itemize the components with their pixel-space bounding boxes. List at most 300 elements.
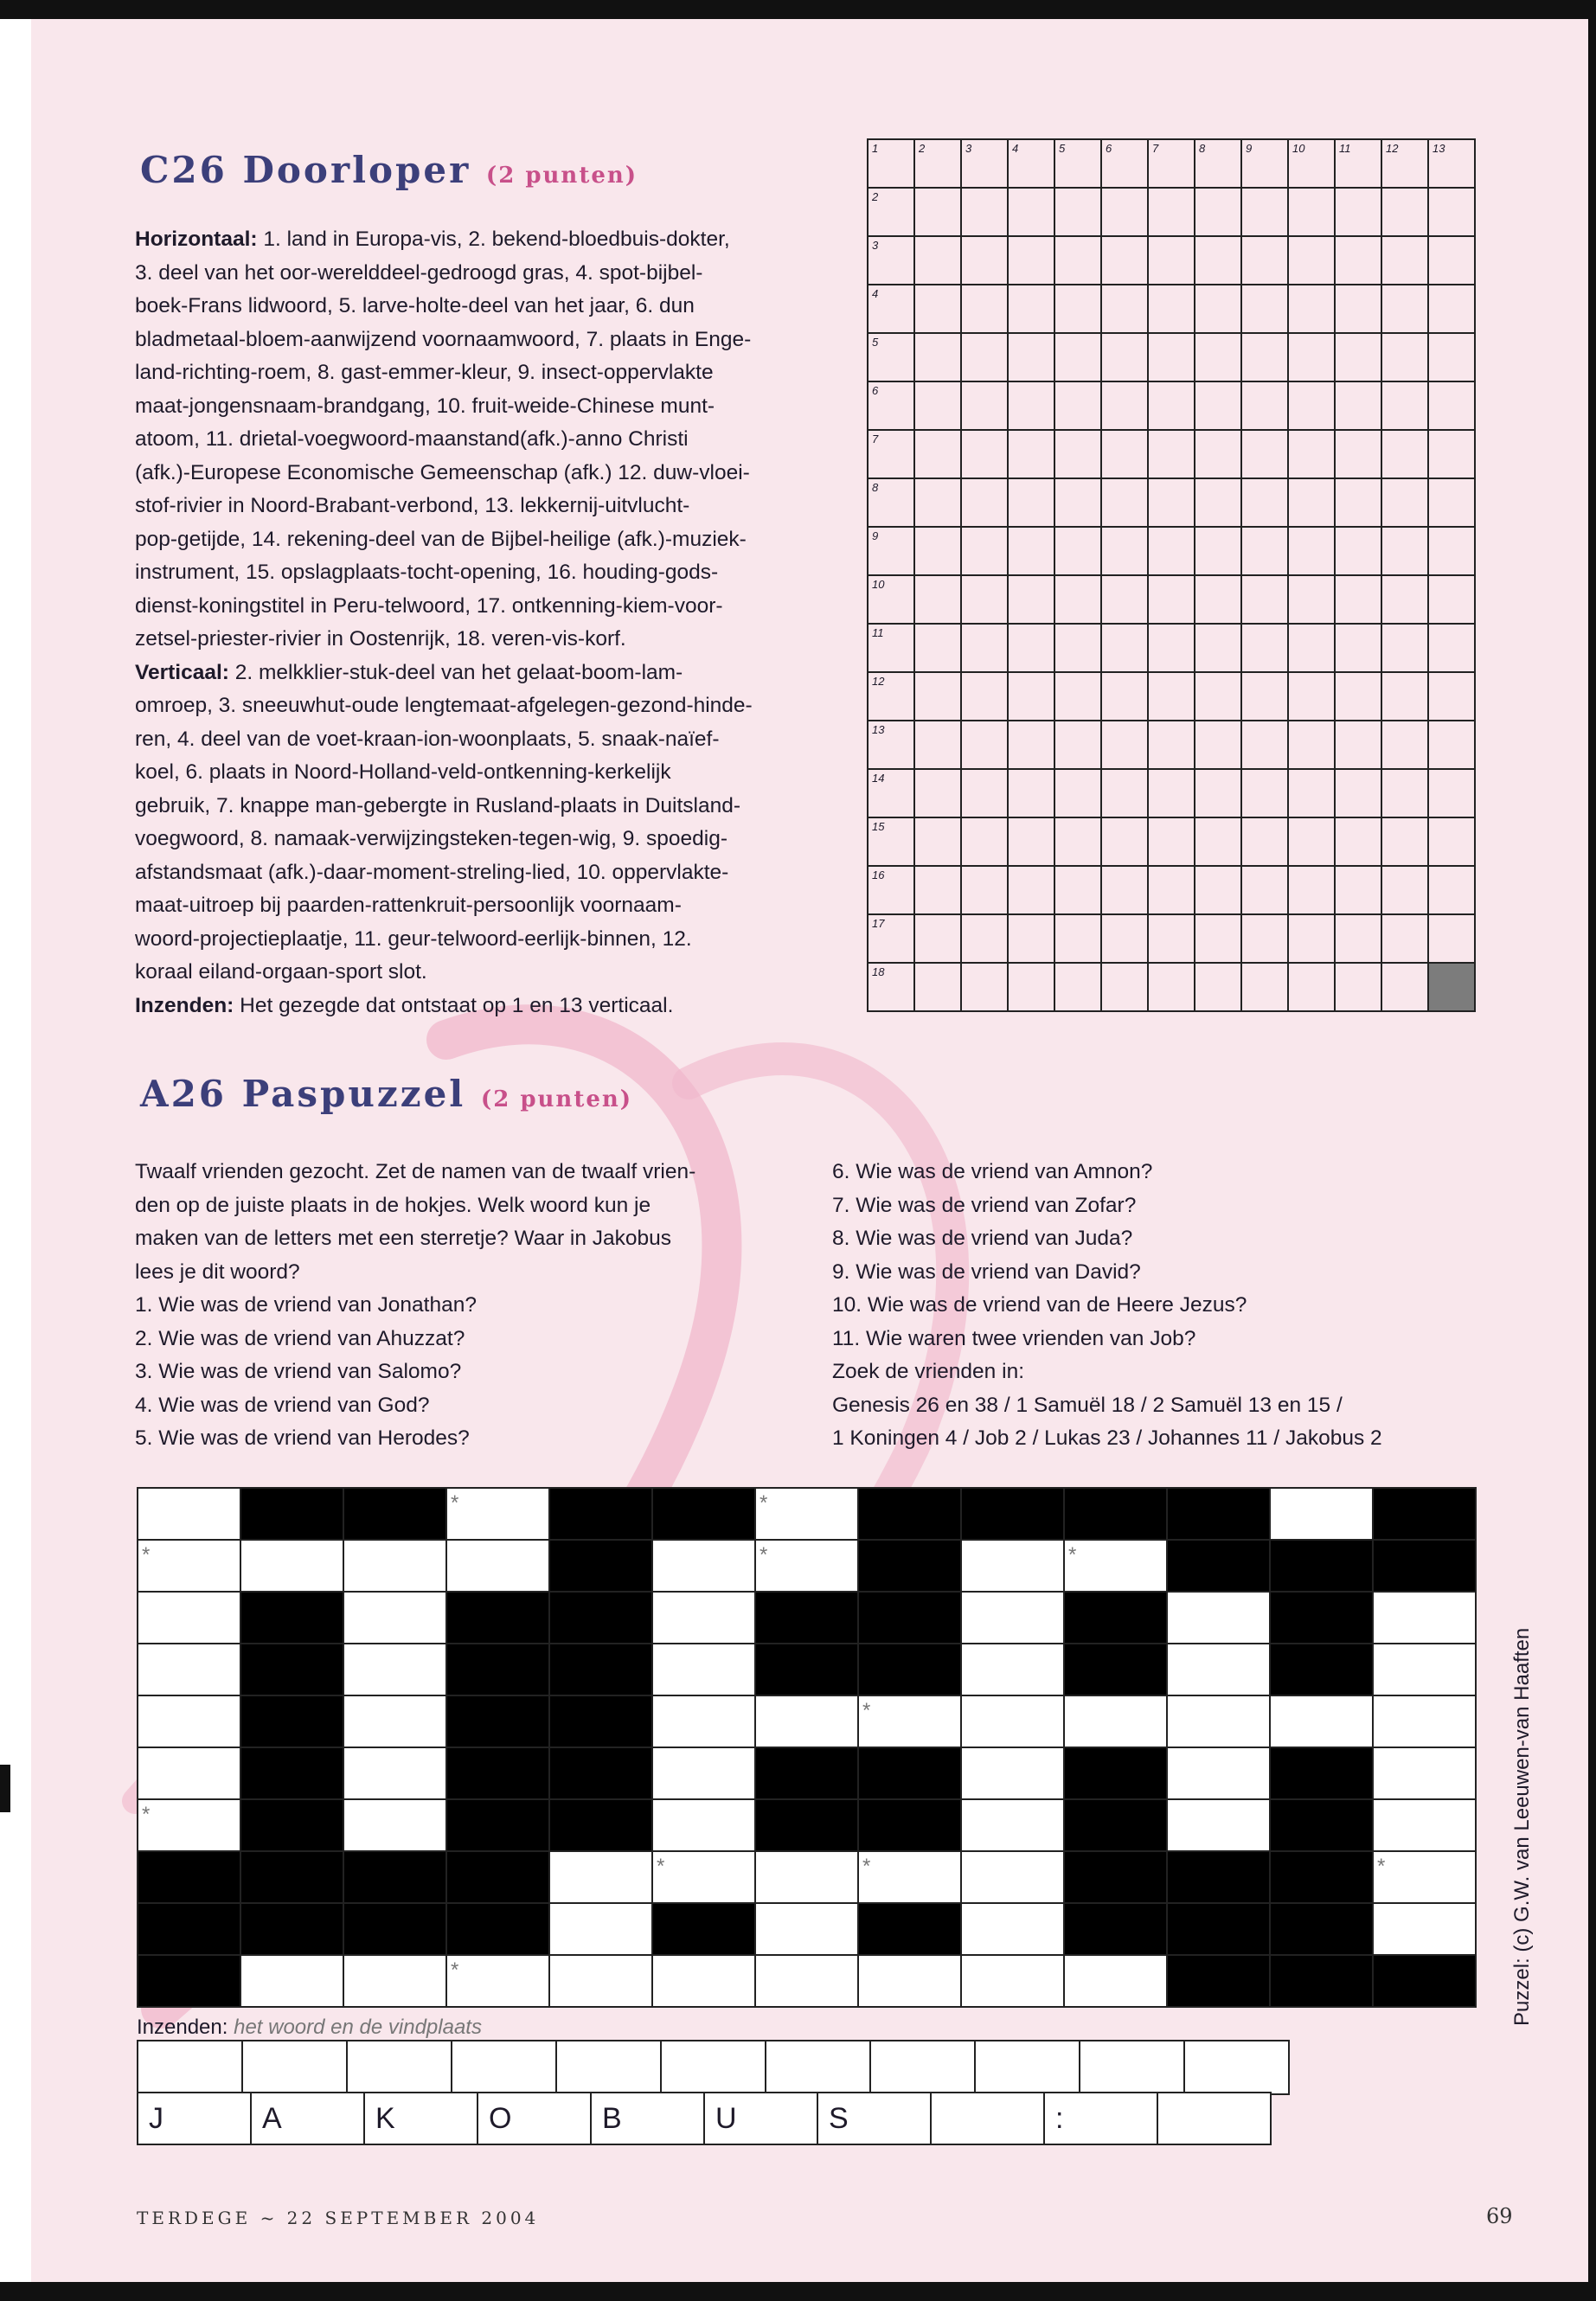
doorloper-cell[interactable]	[1054, 866, 1101, 914]
doorloper-cell[interactable]	[868, 236, 914, 285]
doorloper-cell[interactable]	[1054, 963, 1101, 1011]
doorloper-cell[interactable]	[1054, 575, 1101, 624]
answer-letter[interactable]: S	[817, 2093, 931, 2144]
doorloper-cell[interactable]	[1148, 866, 1195, 914]
puzzle-cell[interactable]	[343, 1955, 446, 2007]
doorloper-cell[interactable]	[1241, 817, 1288, 866]
starred-cell[interactable]	[446, 1955, 549, 2007]
doorloper-cell[interactable]	[1195, 139, 1241, 188]
doorloper-cell[interactable]	[1148, 478, 1195, 527]
doorloper-cell[interactable]	[1195, 817, 1241, 866]
puzzle-cell[interactable]	[446, 1540, 549, 1592]
doorloper-cell[interactable]	[1335, 188, 1381, 236]
doorloper-cell[interactable]	[1054, 381, 1101, 430]
doorloper-cell[interactable]	[961, 672, 1008, 721]
doorloper-cell[interactable]	[1381, 575, 1428, 624]
doorloper-cell[interactable]	[914, 963, 961, 1011]
doorloper-cell[interactable]	[1428, 478, 1475, 527]
puzzle-cell[interactable]	[240, 1955, 343, 2007]
doorloper-cell[interactable]	[1148, 333, 1195, 381]
doorloper-cell[interactable]	[1101, 478, 1148, 527]
doorloper-cell[interactable]	[1101, 672, 1148, 721]
doorloper-cell[interactable]	[1381, 769, 1428, 817]
starred-cell[interactable]	[652, 1851, 755, 1903]
answer-letter[interactable]: :	[1044, 2093, 1157, 2144]
answer-cell[interactable]	[138, 2041, 242, 2094]
doorloper-cell[interactable]	[1148, 817, 1195, 866]
answer-cell[interactable]	[766, 2041, 870, 2094]
doorloper-cell[interactable]	[1101, 236, 1148, 285]
doorloper-cell[interactable]	[1288, 478, 1335, 527]
doorloper-cell[interactable]	[914, 527, 961, 575]
doorloper-cell[interactable]	[1241, 381, 1288, 430]
doorloper-cell[interactable]	[914, 139, 961, 188]
doorloper-cell[interactable]	[1008, 236, 1054, 285]
doorloper-cell[interactable]	[1428, 963, 1475, 1011]
doorloper-cell[interactable]	[1288, 914, 1335, 963]
doorloper-cell[interactable]	[1148, 381, 1195, 430]
puzzle-cell[interactable]	[138, 1747, 240, 1799]
doorloper-cell[interactable]	[914, 769, 961, 817]
doorloper-cell[interactable]	[914, 430, 961, 478]
doorloper-cell[interactable]	[1148, 721, 1195, 769]
doorloper-cell[interactable]	[914, 188, 961, 236]
doorloper-cell[interactable]	[961, 139, 1008, 188]
answer-letter[interactable]: K	[364, 2093, 478, 2144]
doorloper-cell[interactable]	[1381, 672, 1428, 721]
doorloper-cell[interactable]	[1428, 285, 1475, 333]
doorloper-cell[interactable]	[1008, 866, 1054, 914]
puzzle-cell[interactable]	[1270, 1695, 1373, 1747]
puzzle-cell[interactable]	[755, 1851, 858, 1903]
doorloper-cell[interactable]	[1054, 624, 1101, 672]
puzzle-cell[interactable]	[1373, 1695, 1476, 1747]
puzzle-cell[interactable]	[652, 1644, 755, 1695]
doorloper-cell[interactable]	[1054, 527, 1101, 575]
answer-letter[interactable]	[1157, 2093, 1271, 2144]
doorloper-cell[interactable]	[1195, 672, 1241, 721]
doorloper-cell[interactable]	[1195, 333, 1241, 381]
doorloper-cell[interactable]	[914, 285, 961, 333]
puzzle-cell[interactable]	[343, 1644, 446, 1695]
doorloper-cell[interactable]	[1288, 236, 1335, 285]
doorloper-cell[interactable]	[1381, 236, 1428, 285]
puzzle-cell[interactable]	[961, 1955, 1064, 2007]
doorloper-cell[interactable]	[1288, 381, 1335, 430]
doorloper-cell[interactable]	[1241, 963, 1288, 1011]
doorloper-cell[interactable]	[1335, 478, 1381, 527]
doorloper-cell[interactable]	[1054, 285, 1101, 333]
doorloper-cell[interactable]	[1288, 139, 1335, 188]
doorloper-cell[interactable]	[1428, 672, 1475, 721]
doorloper-cell[interactable]	[961, 914, 1008, 963]
puzzle-cell[interactable]	[652, 1592, 755, 1644]
doorloper-cell[interactable]	[961, 333, 1008, 381]
doorloper-cell[interactable]	[1335, 381, 1381, 430]
doorloper-cell[interactable]	[961, 963, 1008, 1011]
doorloper-cell[interactable]	[868, 624, 914, 672]
doorloper-cell[interactable]	[868, 139, 914, 188]
doorloper-cell[interactable]	[1008, 624, 1054, 672]
puzzle-cell[interactable]	[961, 1747, 1064, 1799]
doorloper-cell[interactable]	[1335, 672, 1381, 721]
doorloper-cell[interactable]	[961, 866, 1008, 914]
doorloper-cell[interactable]	[1381, 285, 1428, 333]
doorloper-cell[interactable]	[1381, 624, 1428, 672]
puzzle-cell[interactable]	[961, 1540, 1064, 1592]
doorloper-cell[interactable]	[1241, 285, 1288, 333]
doorloper-cell[interactable]	[1054, 769, 1101, 817]
doorloper-cell[interactable]	[1428, 866, 1475, 914]
doorloper-cell[interactable]	[1148, 575, 1195, 624]
doorloper-cell[interactable]	[1101, 285, 1148, 333]
puzzle-cell[interactable]	[138, 1592, 240, 1644]
doorloper-cell[interactable]	[1335, 430, 1381, 478]
answer-cell[interactable]	[242, 2041, 347, 2094]
doorloper-cell[interactable]	[1195, 769, 1241, 817]
puzzle-cell[interactable]	[652, 1955, 755, 2007]
doorloper-cell[interactable]	[1101, 381, 1148, 430]
puzzle-cell[interactable]	[1373, 1644, 1476, 1695]
starred-cell[interactable]	[858, 1851, 961, 1903]
doorloper-cell[interactable]	[961, 769, 1008, 817]
doorloper-cell[interactable]	[914, 721, 961, 769]
doorloper-cell[interactable]	[868, 866, 914, 914]
starred-cell[interactable]	[138, 1799, 240, 1851]
doorloper-cell[interactable]	[1241, 139, 1288, 188]
doorloper-cell[interactable]	[1008, 963, 1054, 1011]
doorloper-cell[interactable]	[1381, 963, 1428, 1011]
doorloper-cell[interactable]	[1008, 333, 1054, 381]
doorloper-cell[interactable]	[1148, 188, 1195, 236]
answer-letter[interactable]	[931, 2093, 1044, 2144]
doorloper-cell[interactable]	[1101, 333, 1148, 381]
doorloper-cell[interactable]	[1148, 139, 1195, 188]
doorloper-cell[interactable]	[1054, 188, 1101, 236]
puzzle-cell[interactable]	[1270, 1488, 1373, 1540]
doorloper-cell[interactable]	[868, 285, 914, 333]
doorloper-cell[interactable]	[1241, 527, 1288, 575]
puzzle-cell[interactable]	[343, 1747, 446, 1799]
doorloper-cell[interactable]	[1008, 575, 1054, 624]
puzzle-cell[interactable]	[343, 1799, 446, 1851]
doorloper-cell[interactable]	[1288, 527, 1335, 575]
doorloper-cell[interactable]	[961, 575, 1008, 624]
doorloper-cell[interactable]	[868, 333, 914, 381]
doorloper-cell[interactable]	[1428, 236, 1475, 285]
doorloper-cell[interactable]	[1195, 866, 1241, 914]
answer-cell[interactable]	[1184, 2041, 1289, 2094]
answer-cell[interactable]	[452, 2041, 556, 2094]
doorloper-cell[interactable]	[1008, 139, 1054, 188]
doorloper-cell[interactable]	[1335, 575, 1381, 624]
doorloper-cell[interactable]	[1054, 236, 1101, 285]
doorloper-cell[interactable]	[914, 914, 961, 963]
answer-letter[interactable]: J	[138, 2093, 251, 2144]
starred-cell[interactable]	[755, 1540, 858, 1592]
doorloper-cell[interactable]	[1288, 672, 1335, 721]
doorloper-cell[interactable]	[1241, 188, 1288, 236]
doorloper-cell[interactable]	[1335, 624, 1381, 672]
doorloper-cell[interactable]	[914, 381, 961, 430]
doorloper-cell[interactable]	[1335, 721, 1381, 769]
puzzle-cell[interactable]	[1373, 1903, 1476, 1955]
doorloper-cell[interactable]	[1288, 721, 1335, 769]
doorloper-cell[interactable]	[1381, 478, 1428, 527]
starred-cell[interactable]	[446, 1488, 549, 1540]
answer-cell[interactable]	[975, 2041, 1080, 2094]
doorloper-cell[interactable]	[1195, 527, 1241, 575]
doorloper-cell[interactable]	[1335, 914, 1381, 963]
doorloper-cell[interactable]	[914, 236, 961, 285]
doorloper-cell[interactable]	[1335, 866, 1381, 914]
doorloper-cell[interactable]	[868, 914, 914, 963]
answer-cell[interactable]	[556, 2041, 661, 2094]
doorloper-cell[interactable]	[1288, 769, 1335, 817]
starred-cell[interactable]	[1373, 1851, 1476, 1903]
doorloper-cell[interactable]	[1288, 963, 1335, 1011]
doorloper-cell[interactable]	[1381, 381, 1428, 430]
doorloper-cell[interactable]	[868, 575, 914, 624]
doorloper-cell[interactable]	[1054, 817, 1101, 866]
doorloper-cell[interactable]	[961, 624, 1008, 672]
doorloper-cell[interactable]	[868, 188, 914, 236]
doorloper-cell[interactable]	[1288, 575, 1335, 624]
doorloper-cell[interactable]	[1335, 817, 1381, 866]
doorloper-cell[interactable]	[914, 624, 961, 672]
puzzle-cell[interactable]	[858, 1955, 961, 2007]
puzzle-cell[interactable]	[1167, 1799, 1270, 1851]
doorloper-cell[interactable]	[961, 478, 1008, 527]
doorloper-cell[interactable]	[1101, 624, 1148, 672]
starred-cell[interactable]	[858, 1695, 961, 1747]
doorloper-cell[interactable]	[1428, 333, 1475, 381]
puzzle-cell[interactable]	[961, 1644, 1064, 1695]
puzzle-cell[interactable]	[652, 1747, 755, 1799]
doorloper-cell[interactable]	[1335, 333, 1381, 381]
doorloper-cell[interactable]	[1101, 188, 1148, 236]
doorloper-cell[interactable]	[1428, 914, 1475, 963]
doorloper-cell[interactable]	[1241, 333, 1288, 381]
puzzle-cell[interactable]	[343, 1592, 446, 1644]
puzzle-cell[interactable]	[138, 1695, 240, 1747]
doorloper-cell[interactable]	[1381, 914, 1428, 963]
puzzle-cell[interactable]	[343, 1695, 446, 1747]
puzzle-cell[interactable]	[755, 1955, 858, 2007]
answer-cell[interactable]	[870, 2041, 975, 2094]
answer-cell[interactable]	[661, 2041, 766, 2094]
doorloper-cell[interactable]	[1288, 430, 1335, 478]
doorloper-cell[interactable]	[1241, 236, 1288, 285]
doorloper-cell[interactable]	[1288, 333, 1335, 381]
doorloper-cell[interactable]	[1241, 624, 1288, 672]
doorloper-cell[interactable]	[868, 769, 914, 817]
puzzle-cell[interactable]	[1167, 1695, 1270, 1747]
puzzle-cell[interactable]	[1167, 1644, 1270, 1695]
doorloper-cell[interactable]	[1241, 769, 1288, 817]
doorloper-cell[interactable]	[1195, 914, 1241, 963]
doorloper-cell[interactable]	[1195, 188, 1241, 236]
puzzle-cell[interactable]	[961, 1799, 1064, 1851]
doorloper-cell[interactable]	[1008, 188, 1054, 236]
doorloper-cell[interactable]	[1148, 914, 1195, 963]
doorloper-cell[interactable]	[1195, 624, 1241, 672]
doorloper-cell[interactable]	[1241, 478, 1288, 527]
doorloper-cell[interactable]	[1428, 624, 1475, 672]
doorloper-cell[interactable]	[1195, 478, 1241, 527]
puzzle-cell[interactable]	[652, 1799, 755, 1851]
doorloper-cell[interactable]	[914, 866, 961, 914]
doorloper-cell[interactable]	[1241, 672, 1288, 721]
doorloper-cell[interactable]	[1428, 139, 1475, 188]
doorloper-cell[interactable]	[1241, 914, 1288, 963]
answer-cell[interactable]	[347, 2041, 452, 2094]
puzzle-cell[interactable]	[652, 1540, 755, 1592]
puzzle-cell[interactable]	[755, 1695, 858, 1747]
doorloper-cell[interactable]	[1381, 139, 1428, 188]
doorloper-cell[interactable]	[1241, 575, 1288, 624]
doorloper-cell[interactable]	[1335, 527, 1381, 575]
doorloper-cell[interactable]	[1195, 430, 1241, 478]
doorloper-cell[interactable]	[914, 575, 961, 624]
doorloper-cell[interactable]	[1054, 914, 1101, 963]
doorloper-cell[interactable]	[1335, 769, 1381, 817]
doorloper-cell[interactable]	[1428, 188, 1475, 236]
doorloper-cell[interactable]	[1288, 188, 1335, 236]
doorloper-cell[interactable]	[1008, 381, 1054, 430]
doorloper-cell[interactable]	[1288, 285, 1335, 333]
doorloper-cell[interactable]	[961, 381, 1008, 430]
doorloper-cell[interactable]	[1148, 527, 1195, 575]
puzzle-cell[interactable]	[961, 1695, 1064, 1747]
doorloper-cell[interactable]	[1148, 963, 1195, 1011]
doorloper-cell[interactable]	[1101, 914, 1148, 963]
puzzle-cell[interactable]	[755, 1903, 858, 1955]
doorloper-cell[interactable]	[1054, 478, 1101, 527]
doorloper-cell[interactable]	[1008, 478, 1054, 527]
doorloper-cell[interactable]	[1241, 430, 1288, 478]
doorloper-cell[interactable]	[1101, 139, 1148, 188]
doorloper-cell[interactable]	[1054, 430, 1101, 478]
doorloper-cell[interactable]	[1008, 914, 1054, 963]
puzzle-cell[interactable]	[1373, 1747, 1476, 1799]
doorloper-cell[interactable]	[961, 236, 1008, 285]
doorloper-cell[interactable]	[868, 721, 914, 769]
doorloper-cell[interactable]	[1335, 236, 1381, 285]
doorloper-cell[interactable]	[1008, 285, 1054, 333]
puzzle-cell[interactable]	[1373, 1799, 1476, 1851]
doorloper-cell[interactable]	[961, 285, 1008, 333]
doorloper-cell[interactable]	[1195, 236, 1241, 285]
answer-letter[interactable]: B	[591, 2093, 704, 2144]
starred-cell[interactable]	[138, 1540, 240, 1592]
puzzle-cell[interactable]	[343, 1540, 446, 1592]
doorloper-cell[interactable]	[1288, 624, 1335, 672]
doorloper-cell[interactable]	[1335, 963, 1381, 1011]
doorloper-cell[interactable]	[1148, 430, 1195, 478]
puzzle-cell[interactable]	[1064, 1695, 1167, 1747]
doorloper-cell[interactable]	[1428, 817, 1475, 866]
puzzle-cell[interactable]	[1167, 1747, 1270, 1799]
doorloper-cell[interactable]	[1101, 769, 1148, 817]
doorloper-cell[interactable]	[1428, 721, 1475, 769]
doorloper-cell[interactable]	[914, 817, 961, 866]
doorloper-cell[interactable]	[1195, 963, 1241, 1011]
doorloper-cell[interactable]	[1195, 721, 1241, 769]
puzzle-cell[interactable]	[138, 1488, 240, 1540]
doorloper-cell[interactable]	[1381, 817, 1428, 866]
puzzle-cell[interactable]	[549, 1851, 652, 1903]
doorloper-cell[interactable]	[1054, 721, 1101, 769]
doorloper-cell[interactable]	[1428, 430, 1475, 478]
doorloper-cell[interactable]	[1101, 963, 1148, 1011]
doorloper-cell[interactable]	[1148, 236, 1195, 285]
puzzle-cell[interactable]	[240, 1540, 343, 1592]
puzzle-cell[interactable]	[961, 1903, 1064, 1955]
doorloper-cell[interactable]	[1101, 430, 1148, 478]
doorloper-cell[interactable]	[1101, 817, 1148, 866]
answer-letter[interactable]: O	[478, 2093, 591, 2144]
doorloper-cell[interactable]	[1335, 139, 1381, 188]
doorloper-cell[interactable]	[1008, 430, 1054, 478]
doorloper-cell[interactable]	[1101, 527, 1148, 575]
doorloper-cell[interactable]	[1381, 188, 1428, 236]
doorloper-cell[interactable]	[868, 527, 914, 575]
doorloper-cell[interactable]	[1148, 769, 1195, 817]
doorloper-cell[interactable]	[868, 963, 914, 1011]
doorloper-cell[interactable]	[1428, 769, 1475, 817]
doorloper-cell[interactable]	[1008, 817, 1054, 866]
puzzle-cell[interactable]	[652, 1695, 755, 1747]
puzzle-cell[interactable]	[1064, 1955, 1167, 2007]
doorloper-cell[interactable]	[1381, 866, 1428, 914]
puzzle-cell[interactable]	[549, 1955, 652, 2007]
doorloper-cell[interactable]	[1428, 527, 1475, 575]
answer-cell[interactable]	[1080, 2041, 1184, 2094]
doorloper-cell[interactable]	[1428, 575, 1475, 624]
doorloper-cell[interactable]	[961, 721, 1008, 769]
doorloper-cell[interactable]	[868, 672, 914, 721]
doorloper-cell[interactable]	[1054, 672, 1101, 721]
doorloper-cell[interactable]	[1381, 430, 1428, 478]
doorloper-cell[interactable]	[1288, 817, 1335, 866]
puzzle-cell[interactable]	[138, 1644, 240, 1695]
doorloper-cell[interactable]	[868, 381, 914, 430]
doorloper-cell[interactable]	[1008, 721, 1054, 769]
starred-cell[interactable]	[755, 1488, 858, 1540]
doorloper-cell[interactable]	[1101, 575, 1148, 624]
doorloper-cell[interactable]	[1381, 333, 1428, 381]
puzzle-cell[interactable]	[549, 1903, 652, 1955]
doorloper-cell[interactable]	[914, 333, 961, 381]
doorloper-cell[interactable]	[1381, 721, 1428, 769]
doorloper-cell[interactable]	[914, 478, 961, 527]
doorloper-cell[interactable]	[1195, 285, 1241, 333]
doorloper-cell[interactable]	[1335, 285, 1381, 333]
puzzle-cell[interactable]	[1373, 1592, 1476, 1644]
doorloper-cell[interactable]	[961, 430, 1008, 478]
starred-cell[interactable]	[1064, 1540, 1167, 1592]
doorloper-cell[interactable]	[961, 817, 1008, 866]
doorloper-cell[interactable]	[1054, 139, 1101, 188]
puzzle-cell[interactable]	[961, 1592, 1064, 1644]
doorloper-cell[interactable]	[868, 478, 914, 527]
doorloper-cell[interactable]	[1195, 575, 1241, 624]
doorloper-cell[interactable]	[868, 817, 914, 866]
doorloper-cell[interactable]	[1148, 624, 1195, 672]
puzzle-cell[interactable]	[961, 1851, 1064, 1903]
doorloper-cell[interactable]	[1428, 381, 1475, 430]
